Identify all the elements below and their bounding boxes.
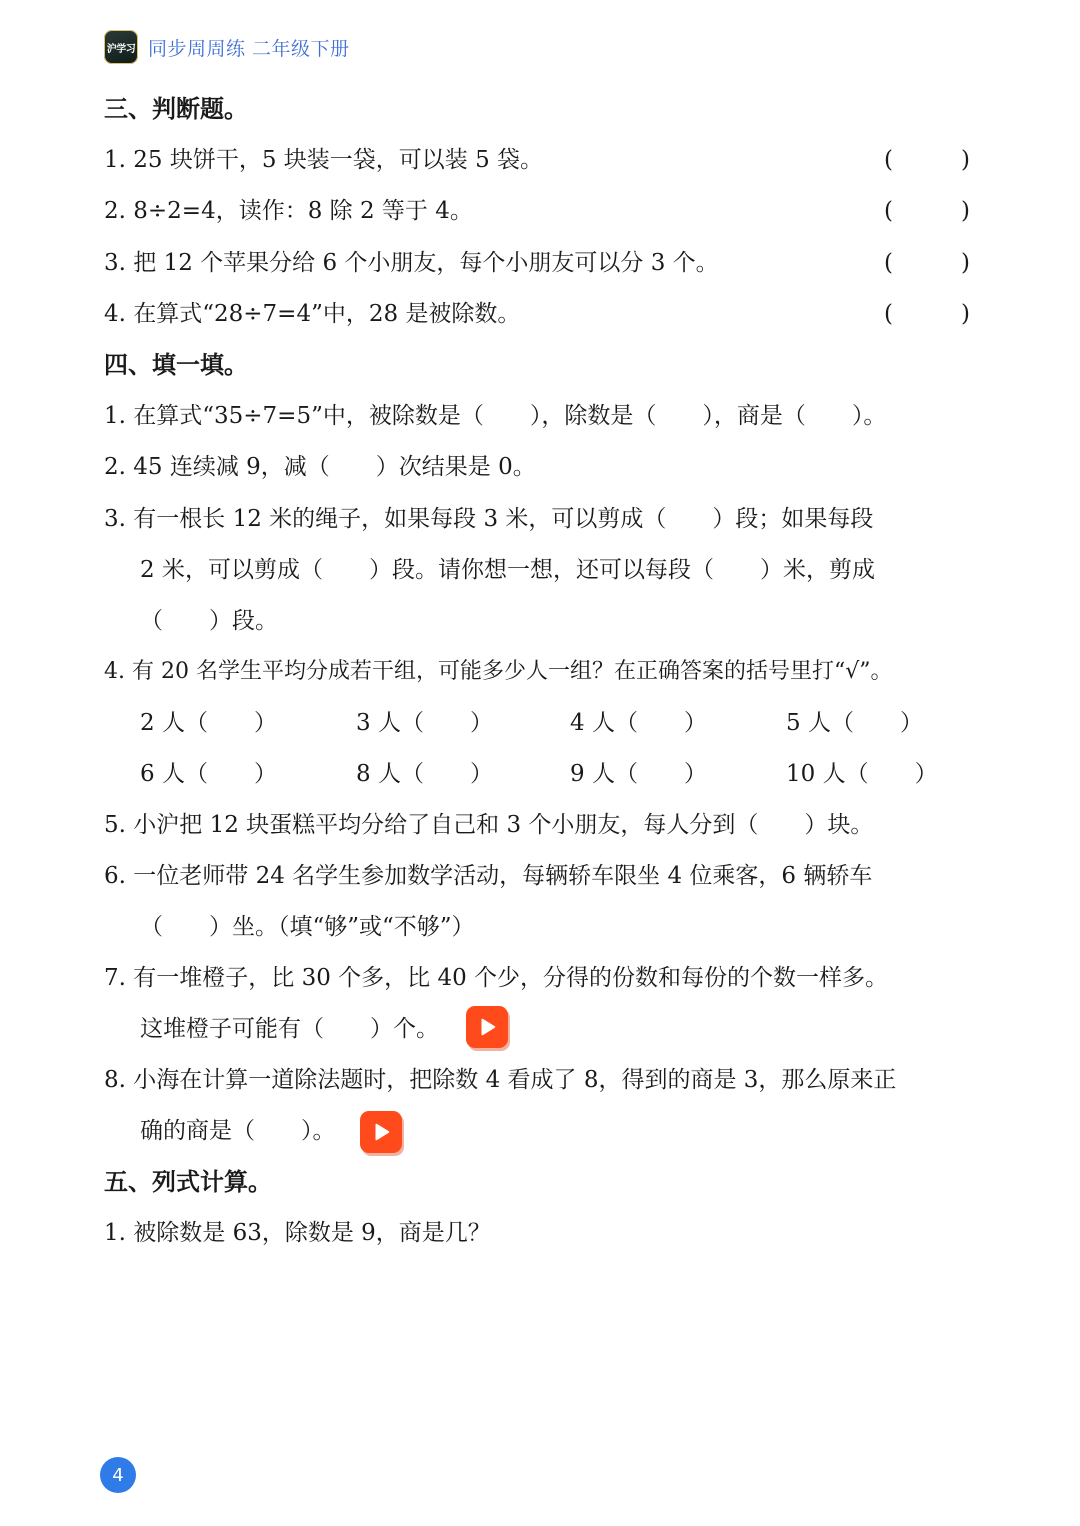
option-3-people[interactable]: 3 人（ ） [356,710,493,736]
paren-close: ) [961,198,970,224]
answer-paren-3[interactable] [884,248,970,278]
play-icon [370,1121,392,1143]
page-number-badge: 4 [100,1457,136,1493]
section-title-fill-in: 四、填一填。 [104,350,248,379]
section-title-judgement: 三、判断题。 [104,94,248,123]
paren-close: ) [961,250,970,276]
fill-question-8-line-2: 确的商是（ ）。 [140,1118,336,1144]
answer-paren-2[interactable] [884,196,970,226]
paren-open: ( [884,301,893,327]
answer-paren-1[interactable] [884,145,970,175]
fill-question-3-line-2: 2 米，可以剪成（ ）段。请你想一想，还可以每段（ ）米，剪成 [140,557,875,583]
fill-question-6-line-1: 6. 一位老师带 24 名学生参加数学活动，每辆轿车限坐 4 位乘客，6 辆轿车 [104,863,873,889]
section-title-calculation: 五、列式计算。 [104,1167,272,1196]
option-8-people[interactable]: 8 人（ ） [356,761,493,787]
fill-question-5: 5. 小沪把 12 块蛋糕平均分给了自己和 3 个小朋友，每人分到（ ）块。 [104,812,874,838]
app-logo: 沪学习 [104,30,138,64]
fill-question-4: 4. 有 20 名学生平均分成若干组，可能多少人一组？在正确答案的括号里打“√”。 [104,659,893,684]
paren-close: ) [961,147,970,173]
option-10-people[interactable]: 10 人（ ） [786,761,938,787]
paren-open: ( [884,250,893,276]
fill-question-7-line-1: 7. 有一堆橙子，比 30 个多，比 40 个少，分得的份数和每份的个数一样多。 [104,965,889,991]
option-6-people[interactable]: 6 人（ ） [140,761,277,787]
option-2-people[interactable]: 2 人（ ） [140,710,277,736]
fill-question-2: 2. 45 连续减 9，减（ ）次结果是 0。 [104,454,536,480]
play-icon [476,1016,498,1038]
paren-open: ( [884,147,893,173]
judgement-item-2: 2. 8÷2=4，读作：8 除 2 等于 4。 [104,198,473,224]
fill-question-8-line-1: 8. 小海在计算一道除法题时，把除数 4 看成了 8，得到的商是 3，那么原来正 [104,1067,897,1093]
fill-question-1: 1. 在算式“35÷7=5”中，被除数是（ ），除数是（ ），商是（ ）。 [104,403,887,429]
option-5-people[interactable]: 5 人（ ） [786,710,923,736]
fill-question-3-line-1: 3. 有一根长 12 米的绳子，如果每段 3 米，可以剪成（ ）段；如果每段 [104,506,874,532]
video-play-button-q7[interactable] [466,1006,508,1048]
paren-close: ) [961,301,970,327]
video-play-button-q8[interactable] [360,1111,402,1153]
fill-question-7-line-2: 这堆橙子可能有（ ）个。 [140,1016,439,1042]
option-9-people[interactable]: 9 人（ ） [570,761,707,787]
answer-paren-4[interactable] [884,299,970,329]
header [104,30,350,64]
judgement-item-4: 4. 在算式“28÷7=4”中，28 是被除数。 [104,301,521,327]
judgement-item-3: 3. 把 12 个苹果分给 6 个小朋友，每个小朋友可以分 3 个。 [104,250,719,276]
option-4-people[interactable]: 4 人（ ） [570,710,707,736]
fill-question-3-line-3: （ ）段。 [140,608,278,634]
calc-question-1: 1. 被除数是 63，除数是 9，商是几？ [104,1220,491,1246]
header-title: 同步周周练 二年级下册 [148,37,350,60]
judgement-item-1: 1. 25 块饼干，5 块装一袋，可以装 5 袋。 [104,147,544,173]
fill-question-6-line-2: （ ）坐。（填“够”或“不够”） [140,914,475,940]
paren-open: ( [884,198,893,224]
